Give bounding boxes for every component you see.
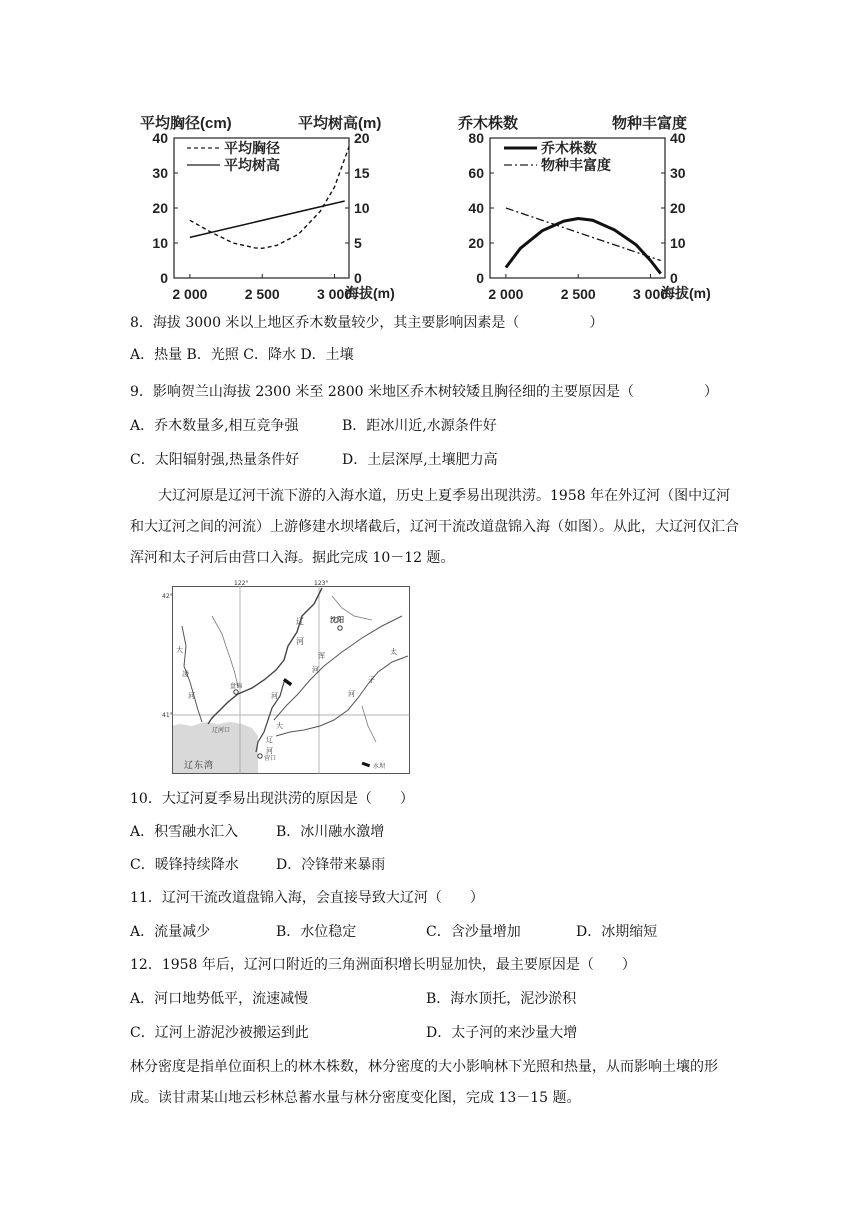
question-8-options: A．热量 B．光照 C．降水 D．土壤 [130,347,354,363]
x-tick-label: 2 000 [488,286,524,302]
left-tick-label: 40 [468,200,484,216]
question-9-option-d: D．土层深厚,土壤肥力高 [342,452,498,468]
question-12-option-a: A．河口地势低平，流速减慢 [130,991,309,1007]
question-10-option-b: B．冰川融水激增 [276,824,385,840]
panjin-label: 盘锦 [230,683,243,690]
question-9-stem: 9．影响贺兰山海拔 2300 米至 2800 米地区乔木树较矮且胸径细的主要原因是（ ） [130,384,718,400]
question-12-option-d: D．太子河的来沙量大增 [426,1025,578,1041]
shenyang-marker [338,626,342,630]
right-tick-label: 0 [670,270,678,286]
question-10-row-1 [130,822,384,842]
series-line-1 [506,219,661,274]
right-tick-label: 20 [670,200,686,216]
left-tick-label: 60 [468,165,484,181]
right-tick-label: 40 [670,130,686,146]
question-10-row-2 [130,855,385,875]
chart-dbh-height [140,108,420,303]
legend-dam-label: 水坝 [373,763,386,770]
question-8-stem: 8．海拔 3000 米以上地区乔木数量较少，其主要影响因素是（ ） [130,315,604,331]
taizihe-label-3: 河 [348,690,355,698]
x-tick-label: 3 000 [317,286,353,302]
daliaohe-label-2: 辽 [266,736,273,744]
legend-label-trees: 乔木株数 [541,140,597,156]
question-12-row-1 [130,989,576,1009]
x-axis-label: 海拔(m) [345,285,395,301]
left-axis-label: 平均胸径(cm) [140,115,232,132]
question-11-option-d: D．冰期缩短 [576,924,658,940]
question-10-option-a: A．积雪融水汇入 [130,824,239,840]
liaohekou-label: 辽河口 [212,727,231,734]
right-tick-label: 20 [354,130,370,146]
question-12-stem: 12．1958 年后，辽河口附近的三角洲面积增长明显加快，最主要原因是（ ） [130,957,636,973]
question-9-row-2 [130,450,498,470]
question-12-option-c: C．辽河上游泥沙被搬运到此 [130,1025,309,1041]
legend [504,140,611,173]
hunhe-label-1: 浑 [318,652,325,660]
question-10-stem: 10．大辽河夏季易出现洪涝的原因是（ ） [130,791,414,807]
liaohe-label-1: 辽 [296,617,304,626]
question-11-option-c: C．含沙量增加 [426,924,521,940]
passage-daliao-text: 大辽河原是辽河干流下游的入海水道，历史上夏季易出现洪涝。1958 年在外辽河（图中辽河和大辽河之间的河流）上游修建水坝堵截后，辽河干流改道盘锦入海（如图）。从此，大辽河仅汇合浑河和太子河后由营口入海。据此完成 10－12 题。 [130,488,739,566]
outer-liaohe-label: 河 [271,692,278,700]
daliaohe-label-1: 大 [276,722,283,730]
question-10-option-c: C．暖锋持续降水 [130,857,239,873]
right-tick-label: 10 [670,235,686,251]
taizihe-label-1: 太 [390,648,397,656]
question-9-option-b: B．距冰川近,水源条件好 [342,418,497,434]
passage-daliao-river [130,481,740,574]
yingkou-label: 营口 [264,755,277,762]
dalinghe-label-3: 河 [188,692,195,700]
x-axis-label: 海拔(m) [661,285,711,301]
lon-123-label: 123° [314,580,329,587]
question-9-row-1 [130,416,497,436]
panjin-marker [234,690,238,694]
left-tick-label: 10 [152,235,168,251]
question-12-option-b: B．海水顶托，泥沙淤积 [426,991,577,1007]
chart-trees-richness [452,108,732,303]
legend-label-richness: 物种丰富度 [541,157,611,173]
shenyang-label: 沈阳 [330,616,344,624]
left-axis-label: 乔木株数 [458,115,519,132]
dalinghe-label-1: 大 [176,646,183,654]
question-11-option-b: B．水位稳定 [276,924,357,940]
left-tick-label: 20 [152,200,168,216]
dalinghe-label-2: 凌 [182,670,189,678]
left-tick-label: 0 [160,270,168,286]
left-tick-label: 40 [152,130,168,146]
question-9-option-c: C．太阳辐射强,热量条件好 [130,452,300,468]
right-tick-label: 0 [354,270,362,286]
right-tick-label: 15 [354,165,370,181]
x-tick-label: 2 000 [172,286,208,302]
series-line-2 [190,201,345,237]
series-line-2 [506,208,661,261]
question-12-row-2 [130,1023,577,1043]
x-tick-label: 2 500 [560,286,596,302]
bay-label: 辽东湾 [184,761,215,771]
left-tick-label: 80 [468,130,484,146]
legend [187,140,280,173]
taizihe-label-2: 子 [368,676,375,684]
series-marks [506,208,661,274]
right-axis-label: 平均树高(m) [298,115,382,132]
question-11-options [130,922,657,942]
question-10-option-d: D．冷锋带来暴雨 [276,857,386,873]
right-tick-label: 30 [670,165,686,181]
left-tick-label: 30 [152,165,168,181]
question-11-option-a: A．流量减少 [130,924,211,940]
question-11-stem: 11．辽河干流改道盘锦入海，会直接导致大辽河（ ） [130,890,484,906]
right-tick-label: 10 [354,200,370,216]
yingkou-marker [258,754,262,758]
hunhe-label-2: 河 [312,666,319,674]
left-tick-label: 20 [468,235,484,251]
right-axis-label: 物种丰富度 [612,115,688,132]
liaohe-label-2: 河 [296,637,304,646]
legend-label-height: 平均树高 [224,157,280,173]
passage-stand-density: 林分密度是指单位面积上的林木株数，林分密度的大小影响林下光照和热量，从而影响土壤的形成。读甘肃某山地云杉林总蓄水量与林分密度变化图，完成 13－15 题。 [130,1059,718,1106]
liaohe-map [162,580,410,774]
lon-122-label: 122° [234,580,249,587]
right-tick-label: 5 [354,235,362,251]
lat-41-label: 41° [162,712,173,719]
x-tick-label: 3 000 [633,286,669,302]
lat-42-label: 42° [162,593,173,600]
question-9-option-a: A．乔木数量多,相互竞争强 [130,418,299,434]
daliaohe-label-3: 河 [266,747,273,755]
left-tick-label: 0 [476,270,484,286]
legend-label-dbh: 平均胸径 [224,140,280,156]
x-tick-label: 2 500 [244,286,280,302]
